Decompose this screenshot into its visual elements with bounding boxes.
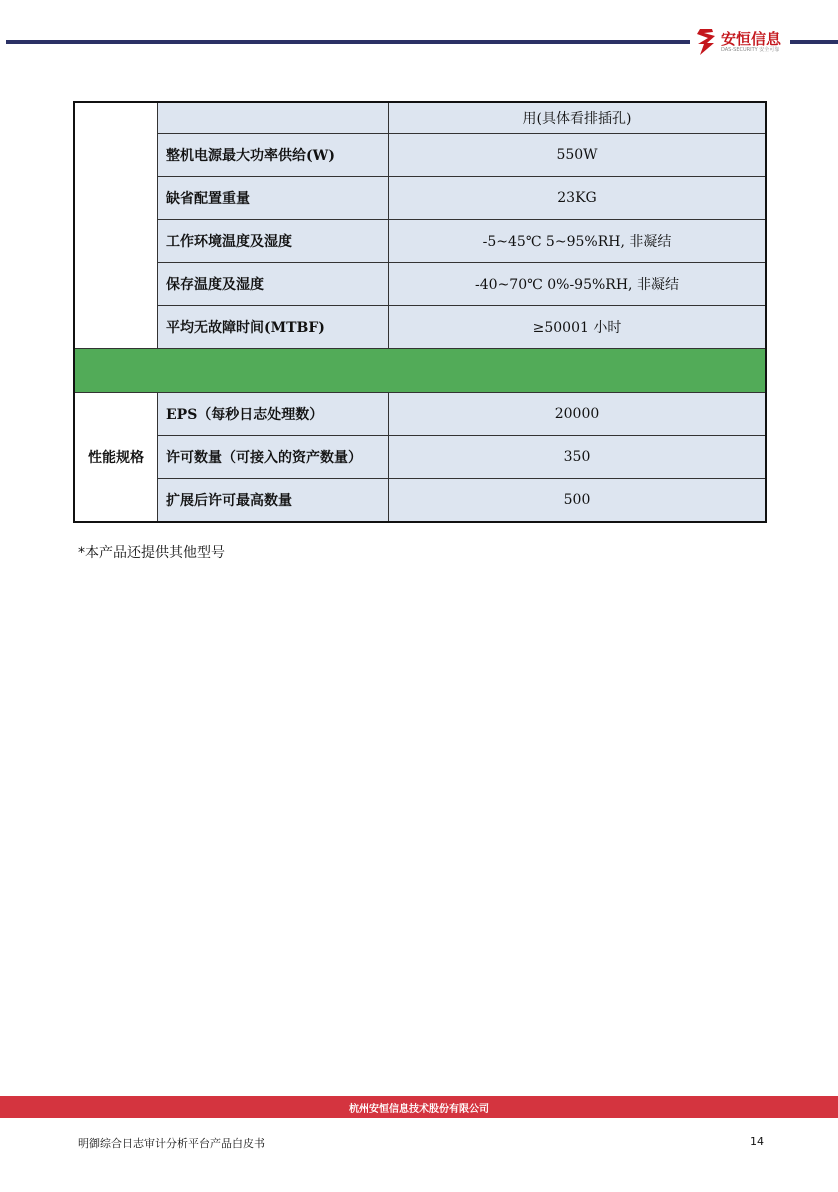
logo-english-text: DAS-SECURITY 安全可靠 bbox=[721, 46, 780, 53]
row-label: 整机电源最大功率供给(W) bbox=[158, 134, 389, 177]
row-value: 500 bbox=[389, 479, 767, 523]
category-cell-empty bbox=[74, 102, 158, 349]
table-row bbox=[74, 134, 766, 177]
row-label: 许可数量（可接入的资产数量） bbox=[158, 436, 389, 479]
table-row bbox=[74, 177, 766, 220]
footer-document-title: 明御综合日志审计分析平台产品白皮书 bbox=[78, 1137, 265, 1150]
row-label: 缺省配置重量 bbox=[158, 177, 389, 220]
row-label: EPS（每秒日志处理数） bbox=[158, 393, 389, 436]
table-row bbox=[74, 306, 766, 349]
table-row bbox=[74, 102, 766, 134]
row-label: 工作环境温度及湿度 bbox=[158, 220, 389, 263]
footer-company-bar bbox=[0, 1096, 838, 1118]
logo-chinese-text: 安恒信息 bbox=[721, 29, 782, 48]
row-label: 保存温度及湿度 bbox=[158, 263, 389, 306]
dbappsecurity-logo-icon bbox=[694, 26, 718, 58]
section-divider-row bbox=[74, 349, 766, 393]
row-label: 扩展后许可最高数量 bbox=[158, 479, 389, 523]
footnote: *本产品还提供其他型号 bbox=[78, 545, 225, 561]
header-rule-right bbox=[790, 40, 838, 44]
row-value: -40~70℃ 0%-95%RH, 非凝结 bbox=[389, 263, 767, 306]
category-cell: 性能规格 bbox=[74, 393, 158, 523]
table-row bbox=[74, 479, 766, 523]
table-row bbox=[74, 220, 766, 263]
row-label bbox=[158, 102, 389, 134]
header-rule-left bbox=[6, 40, 690, 44]
row-value: 350 bbox=[389, 436, 767, 479]
row-value: 20000 bbox=[389, 393, 767, 436]
section-divider-cell bbox=[74, 349, 766, 393]
row-value: 用(具体看排插孔) bbox=[389, 102, 767, 134]
row-value: -5~45℃ 5~95%RH, 非凝结 bbox=[389, 220, 767, 263]
row-value: 550W bbox=[389, 134, 767, 177]
row-value: 23KG bbox=[389, 177, 767, 220]
spec-table bbox=[73, 101, 767, 523]
table-row bbox=[74, 263, 766, 306]
company-logo bbox=[694, 24, 788, 60]
table-row bbox=[74, 436, 766, 479]
page-number: 14 bbox=[750, 1135, 764, 1148]
footer-company-name: 杭州安恒信息技术股份有限公司 bbox=[349, 1103, 489, 1115]
row-value: ≥50001 小时 bbox=[389, 306, 767, 349]
table-row bbox=[74, 393, 766, 436]
row-label: 平均无故障时间(MTBF) bbox=[158, 306, 389, 349]
